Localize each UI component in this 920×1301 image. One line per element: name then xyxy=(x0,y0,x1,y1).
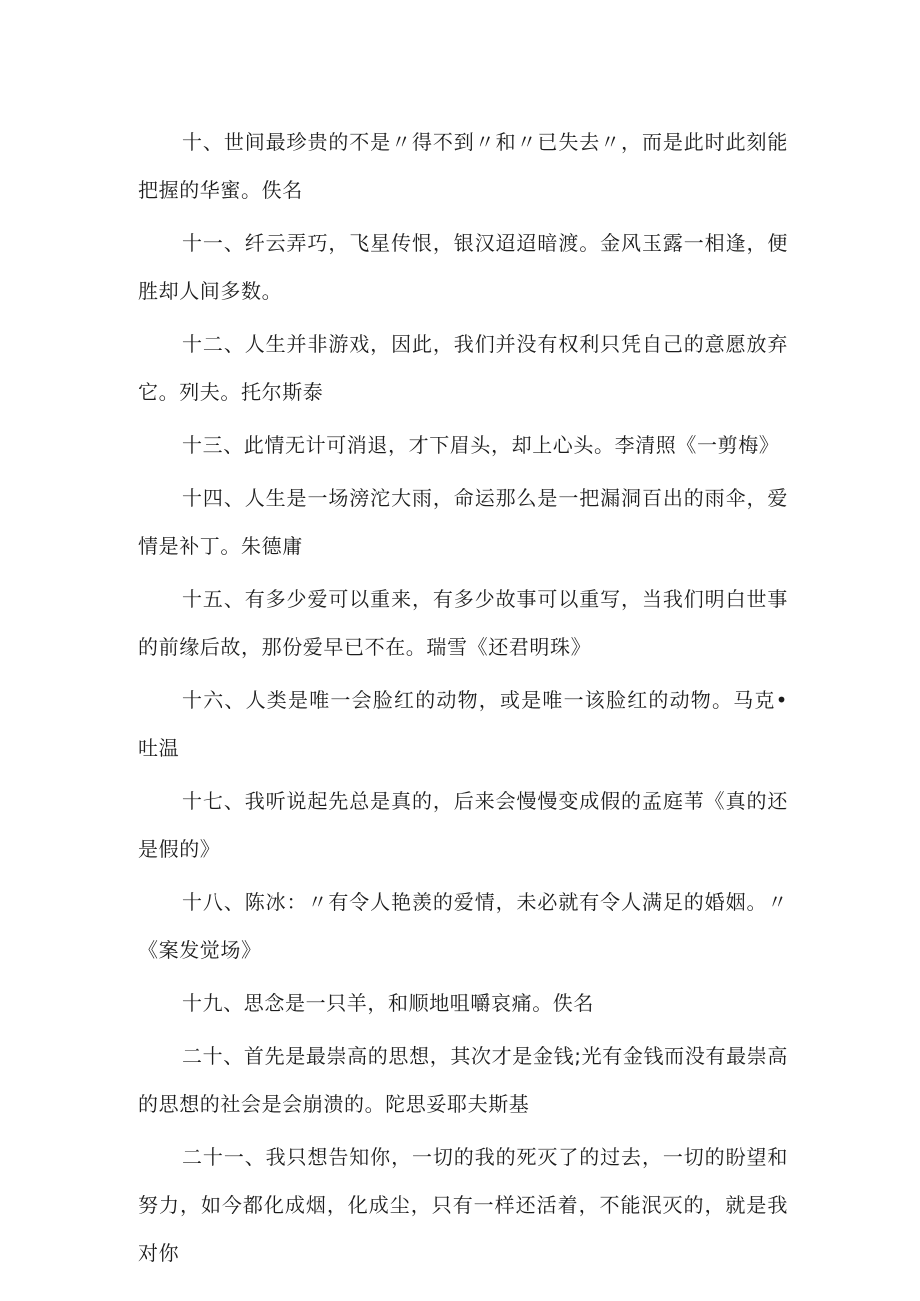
paragraph-15: 十五、有多少爱可以重来，有多少故事可以重写，当我们明白世事的前缘后故，那份爱早已不在。瑞雪《还君明珠》 xyxy=(138,587,788,659)
paragraph-12: 十二、人生并非游戏，因此，我们并没有权利只凭自己的意愿放弃它。列夫。托尔斯泰 xyxy=(138,332,788,404)
paragraph-17: 十七、我听说起先总是真的，后来会慢慢变成假的孟庭苇《真的还是假的》 xyxy=(138,789,788,861)
paragraph-10: 十、世间最珍贵的不是〃得不到〃和〃已失去〃，而是此时此刻能把握的华蜜。佚名 xyxy=(138,130,788,202)
paragraph-21: 二十一、我只想告知你，一切的我的死灭了的过去，一切的盼望和努力，如今都化成烟，化成尘，只有一样还活着，不能泯灭的，就是我对你 xyxy=(138,1145,788,1265)
paragraph-11: 十一、纤云弄巧，飞星传恨，银汉迢迢暗渡。金风玉露一相逢，便胜却人间多数。 xyxy=(138,231,788,303)
paragraph-14: 十四、人生是一场滂沱大雨，命运那么是一把漏洞百出的雨伞，爱情是补丁。朱德庸 xyxy=(138,486,788,558)
paragraph-19: 十九、思念是一只羊，和顺地咀嚼哀痛。佚名 xyxy=(182,991,594,1015)
paragraph-13: 十三、此情无计可消退，才下眉头，却上心头。李清照《一剪梅》 xyxy=(182,433,780,457)
paragraph-18: 十八、陈冰：〃有令人艳羡的爱情，未必就有令人满足的婚姻。〃《案发觉场》 xyxy=(138,890,788,962)
paragraph-20: 二十、首先是最崇高的思想，其次才是金钱;光有金钱而没有最崇高的思想的社会是会崩溃的。陀思妥耶夫斯基 xyxy=(138,1044,788,1116)
paragraph-16: 十六、人类是唯一会脸红的动物，或是唯一该脸红的动物。马克•吐温 xyxy=(138,688,788,760)
document-body xyxy=(138,118,788,1282)
